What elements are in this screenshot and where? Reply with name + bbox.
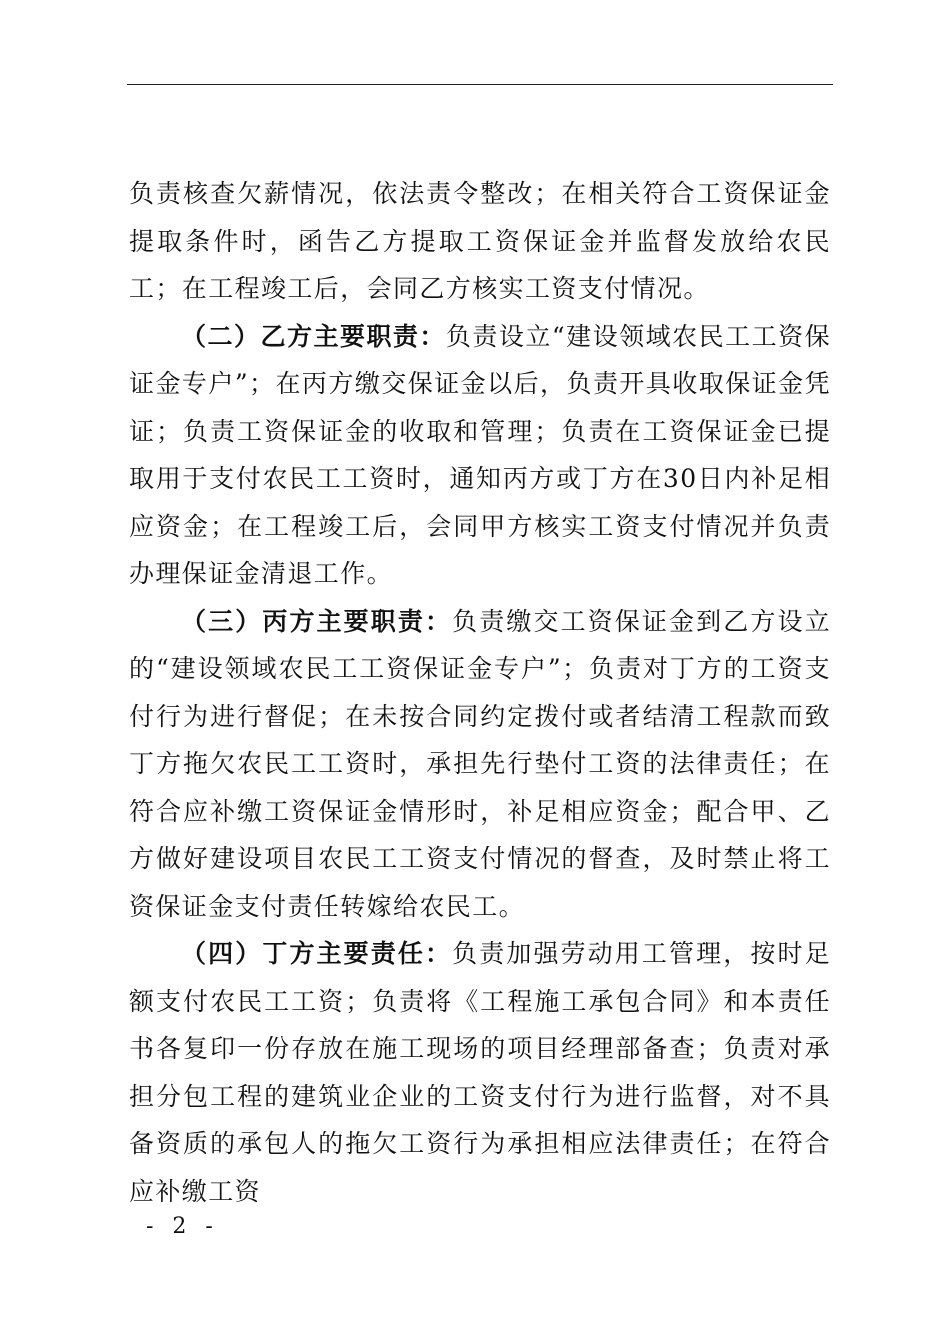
document-body <box>129 170 831 1215</box>
page-number: - 2 - <box>146 1214 219 1239</box>
paragraph-text: 负责缴交工资保证金到乙方设立的“建设领域农民工工资保证金专户”；负责对丁方的工资支付行为进行督促；在未按合同约定拨付或者结清工程款而致丁方拖欠农民工工资时，承担先行垫付工资的法律责任；在符合应补缴工资保证金情形时，补足相应资金；配合甲、乙方做好建设项目农民工工资支付情况的督查，及时禁止将工资保证金支付责任转嫁给农民工。 <box>129 606 831 921</box>
paragraph-text: 负责加强劳动用工管理，按时足额支付农民工工资；负责将《工程施工承包合同》和本责任书各复印一份存放在施工现场的项目经理部备查；负责对承担分包工程的建筑业企业的工资支付行为进行监督，对不具备资质的承包人的拖欠工资行为承担相应法律责任；在符合应补缴工资 <box>129 939 831 1206</box>
paragraph-continuation <box>129 170 831 313</box>
paragraph-heading: （四）丁方主要责任： <box>181 939 453 968</box>
paragraph-text: 负责核查欠薪情况，依法责令整改；在相关符合工资保证金提取条件时，函告乙方提取工资保证金并监督发放给农民工；在工程竣工后，会同乙方核实工资支付情况。 <box>129 179 831 303</box>
paragraph-heading: （三）丙方主要职责： <box>181 606 453 636</box>
paragraph-party-b-duties <box>129 313 831 598</box>
header-rule <box>127 84 833 85</box>
paragraph-text: 负责设立“建设领域农民工工资保证金专户”；在丙方缴交保证金以后，负责开具收取保证金凭证；负责工资保证金的收取和管理；负责在工资保证金已提取用于支付农民工工资时，通知丙方或丁方在30日内补足相应资金；在工程竣工后，会同甲方核实工资支付情况并负责办理保证金清退工作。 <box>129 321 831 588</box>
paragraph-party-d-duties <box>129 930 831 1215</box>
paragraph-heading: （二）乙方主要职责： <box>181 321 446 351</box>
paragraph-party-c-duties <box>129 598 831 931</box>
